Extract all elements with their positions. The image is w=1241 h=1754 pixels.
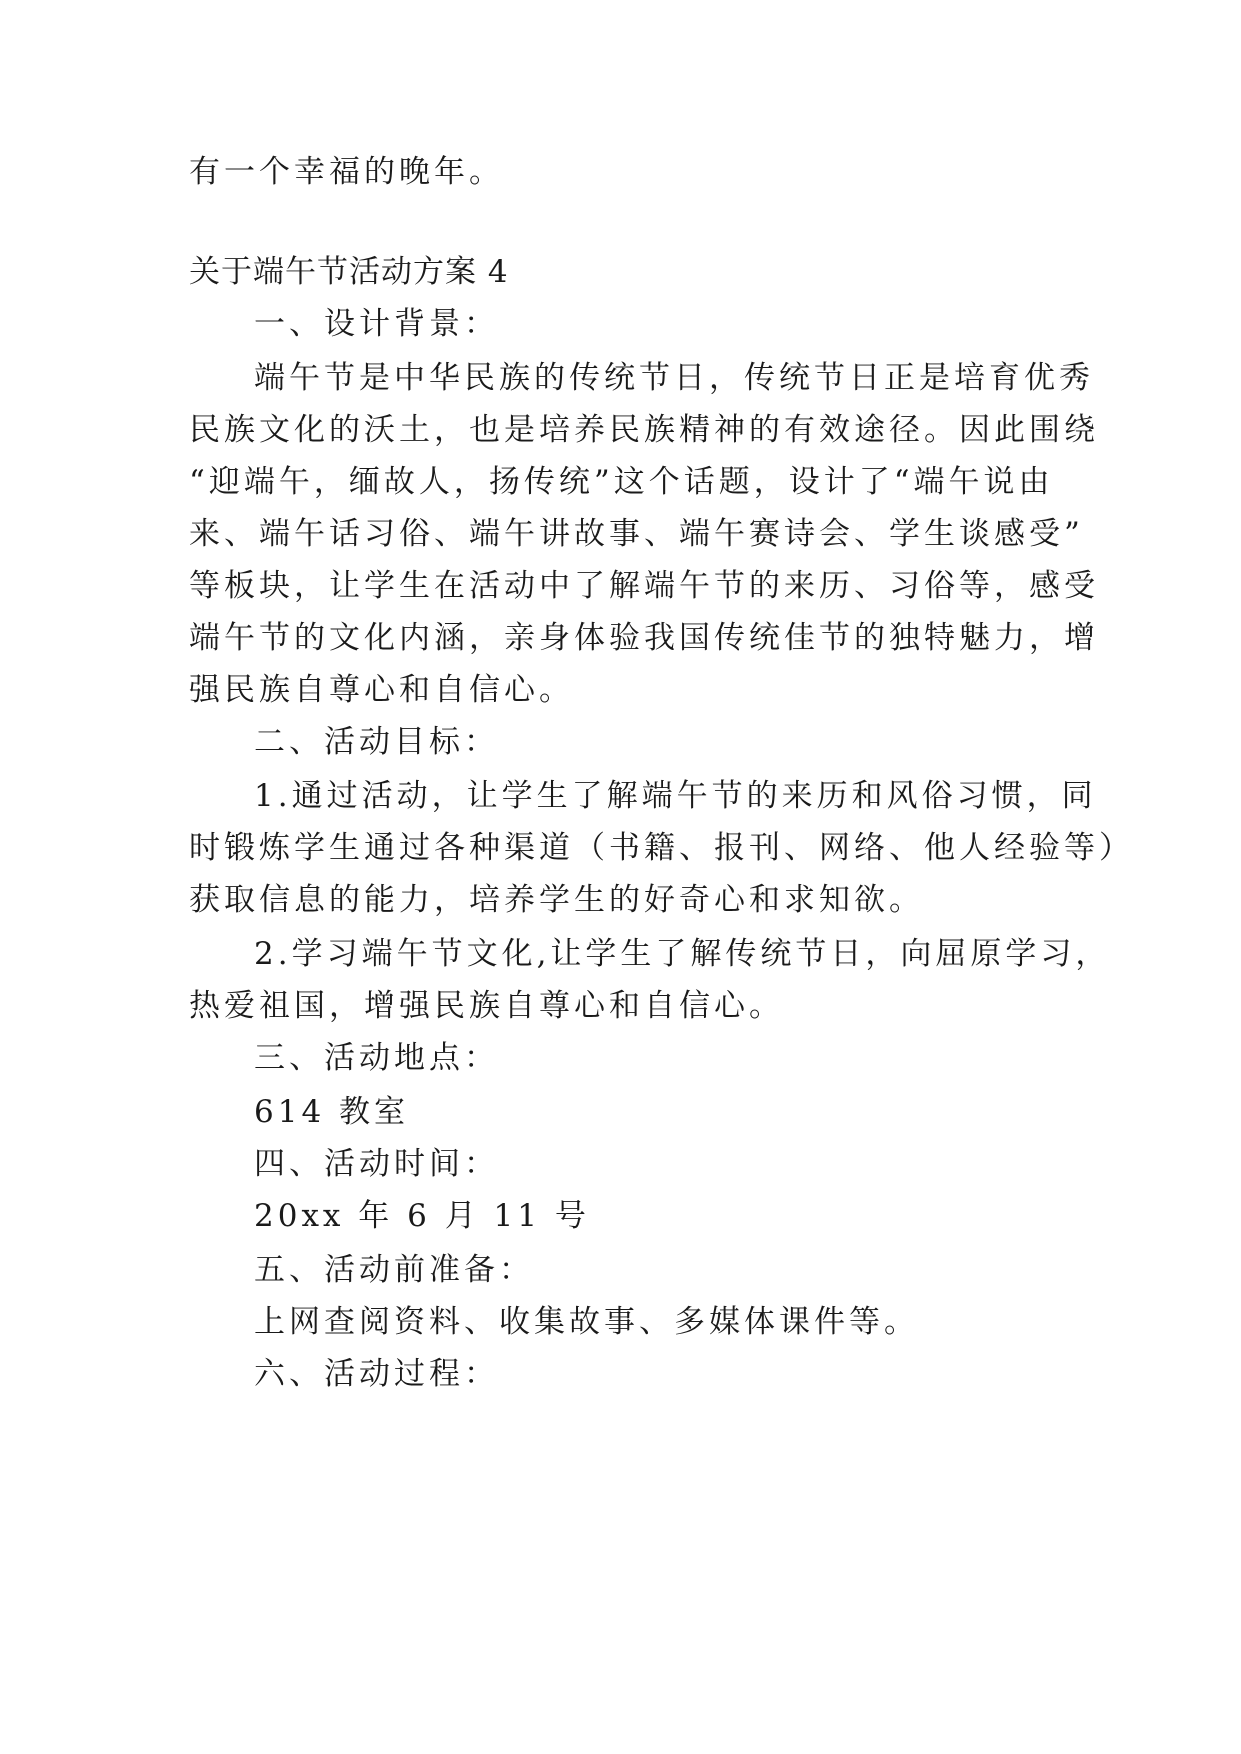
paragraph-line: 强民族自尊心和自信心。 <box>189 672 574 708</box>
heading-time: 四、活动时间： <box>254 1146 499 1182</box>
goal-item-2-line: 2.学习端午节文化,让学生了解传统节日，向屈原学习， <box>254 936 1111 972</box>
paragraph-line: “迎端午，缅故人，扬传统”这个话题，设计了“端午说由 <box>189 464 1054 500</box>
paragraph-line: 端午节是中华民族的传统节日，传统节日正是培育优秀 <box>254 360 1094 396</box>
paragraph-line: 来、端午话习俗、端午讲故事、端午赛诗会、学生谈感受” <box>189 516 1084 552</box>
document-title: 关于端午节活动方案 4 <box>189 254 509 290</box>
paragraph-line: 民族文化的沃土，也是培养民族精神的有效途径。因此围绕 <box>189 412 1099 448</box>
continuation-text: 有一个幸福的晚年。 <box>189 154 504 190</box>
paragraph-line: 等板块，让学生在活动中了解端午节的来历、习俗等，感受 <box>189 568 1099 604</box>
goal-item-2-line: 热爱祖国，增强民族自尊心和自信心。 <box>189 988 784 1024</box>
goal-item-1-line: 获取信息的能力，培养学生的好奇心和求知欲。 <box>189 882 924 918</box>
goal-item-1-line: 1.通过活动，让学生了解端午节的来历和风俗习惯，同 <box>254 778 1097 814</box>
heading-preparation: 五、活动前准备： <box>254 1252 534 1288</box>
heading-location: 三、活动地点： <box>254 1040 499 1076</box>
paragraph-line: 端午节的文化内涵，亲身体验我国传统佳节的独特魅力，增 <box>189 620 1099 656</box>
location-value: 614 教室 <box>254 1094 410 1130</box>
preparation-value: 上网查阅资料、收集故事、多媒体课件等。 <box>254 1304 919 1340</box>
heading-process: 六、活动过程： <box>254 1356 499 1392</box>
heading-goals: 二、活动目标： <box>254 724 499 760</box>
goal-item-1-line: 时锻炼学生通过各种渠道（书籍、报刊、网络、他人经验等） <box>189 830 1134 866</box>
time-value: 20xx 年 6 月 11 号 <box>254 1198 590 1234</box>
heading-design-background: 一、设计背景： <box>254 306 499 342</box>
